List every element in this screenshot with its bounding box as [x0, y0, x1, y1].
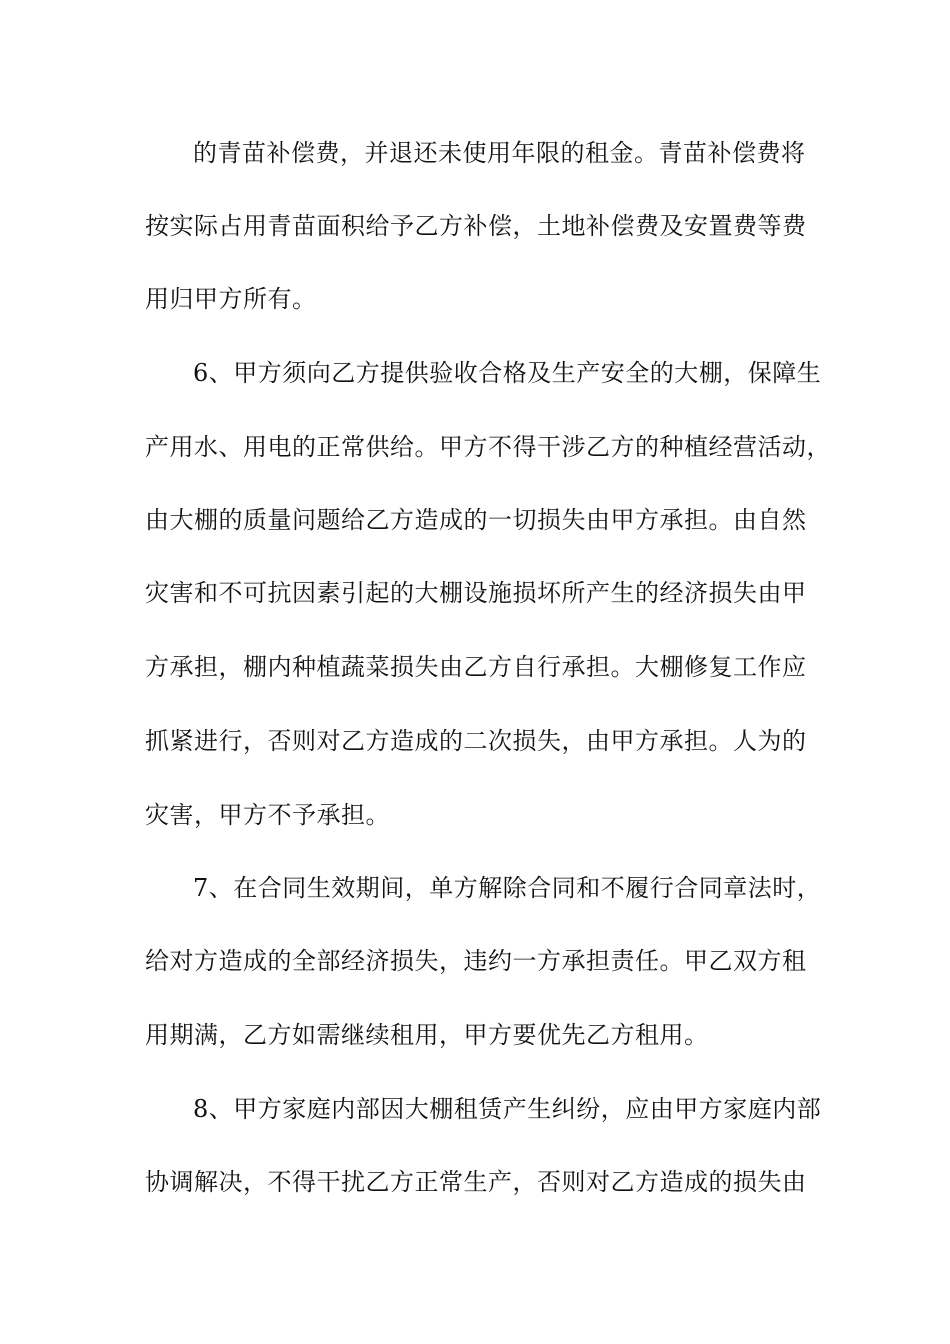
text-line: 按实际占用青苗面积给予乙方补偿，土地补偿费及安置费等费: [145, 212, 807, 240]
text-line: 7、在合同生效期间，单方解除合同和不履行合同章法时，: [193, 874, 822, 902]
text-line: 方承担，棚内种植蔬菜损失由乙方自行承担。大棚修复工作应: [145, 653, 807, 681]
text-line: 用期满，乙方如需继续租用，甲方要优先乙方租用。: [145, 1021, 709, 1049]
text-line: 给对方造成的全部经济损失，违约一方承担责任。甲乙双方租: [145, 947, 807, 975]
text-line: 灾害，甲方不予承担。: [145, 801, 390, 829]
text-line: 6、甲方须向乙方提供验收合格及生产安全的大棚，保障生: [193, 359, 822, 387]
text-line: 产用水、用电的正常供给。甲方不得干涉乙方的种植经营活动，: [145, 433, 831, 461]
text-line: 8、甲方家庭内部因大棚租赁产生纠纷，应由甲方家庭内部: [193, 1095, 822, 1123]
text-line: 的青苗补偿费，并退还未使用年限的租金。青苗补偿费将: [193, 139, 806, 167]
text-line: 抓紧进行，否则对乙方造成的二次损失，由甲方承担。人为的: [145, 727, 807, 755]
text-line: 由大棚的质量问题给乙方造成的一切损失由甲方承担。由自然: [145, 506, 807, 534]
text-line: 灾害和不可抗因素引起的大棚设施损坏所产生的经济损失由甲: [145, 579, 807, 607]
text-line: 用归甲方所有。: [145, 285, 317, 313]
text-line: 协调解决，不得干扰乙方正常生产，否则对乙方造成的损失由: [145, 1168, 807, 1196]
